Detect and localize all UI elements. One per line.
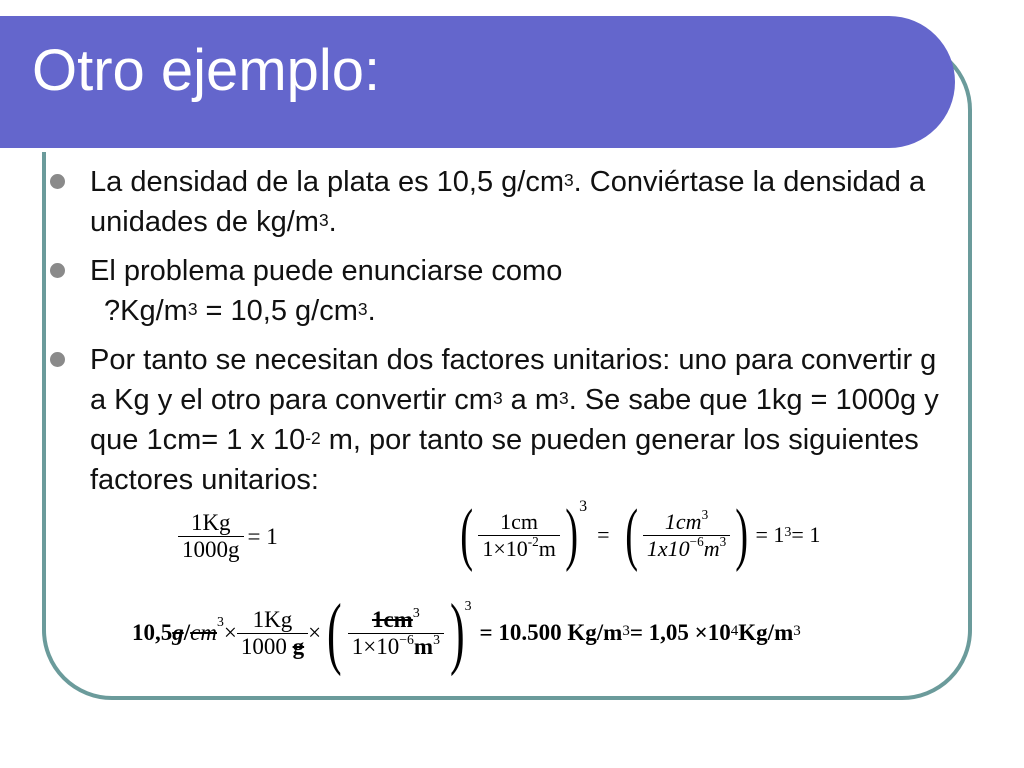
slide-body bbox=[90, 162, 950, 509]
slide-title: Otro ejemplo: bbox=[32, 38, 381, 103]
bullet-dot-icon bbox=[50, 263, 65, 278]
fraction: $\frac{1cm^3}{1x10^{-6}m^3}$ bbox=[643, 509, 730, 562]
bullet-item-2: El problema puede enunciarse como bbox=[90, 251, 950, 291]
bullet-dot-icon bbox=[50, 352, 65, 367]
fraction: $\frac{1Kg}{1000g}$ bbox=[178, 510, 244, 563]
fraction: $\frac{1Kg}{1000 g}$ bbox=[237, 607, 308, 660]
bullet-dot-icon bbox=[50, 174, 65, 189]
bullet-item-3: Por tanto se necesitan dos factores unitarios: uno para convertir g a Kg y el otro para convertir $cm^3$ a $m^3$. Se sabe que 1kg = 1000g y que 1cm= 1 x $10^{-2}$ m, por tanto se pueden generar los siguientes factores unitarios: bbox=[90, 340, 950, 500]
bullet-item-1: La densidad de la plata es 10,5 $g/cm^3$. Conviértase la densidad a unidades de $kg/m^3$. bbox=[90, 162, 950, 242]
fraction: $\frac{1cm^3}{1\times 10^{-6}m^3}$ bbox=[348, 607, 444, 660]
equation-factor-mass: $\frac{1Kg}{1000g}$ = 1 bbox=[178, 510, 278, 563]
problem-statement: $?Kg/m^3 = 10,5$ $g/cm^3$. bbox=[104, 295, 376, 327]
equation-final-conversion: 10,5 g / cm $^3$ × $\frac{1Kg}{1000 g}$ × ( $\frac{1cm^3}{1\times 10^{-6}m^3}$ ) $^3$ = 10.500 Kg/m $^3$ = 1,05 ×10 $^4$ Kg/m $^3$ bbox=[132, 589, 801, 677]
title-underline bbox=[0, 148, 905, 152]
equation-factor-volume: ( $\frac{1cm}{1\times 10^{-2}m}$ ) $^3$ = ( $\frac{1cm^3}{1x10^{-6}m^3}$ ) = 1 $^3$ = 1 bbox=[460, 496, 821, 573]
fraction: $\frac{1cm}{1\times 10^{-2}m}$ bbox=[478, 509, 560, 562]
